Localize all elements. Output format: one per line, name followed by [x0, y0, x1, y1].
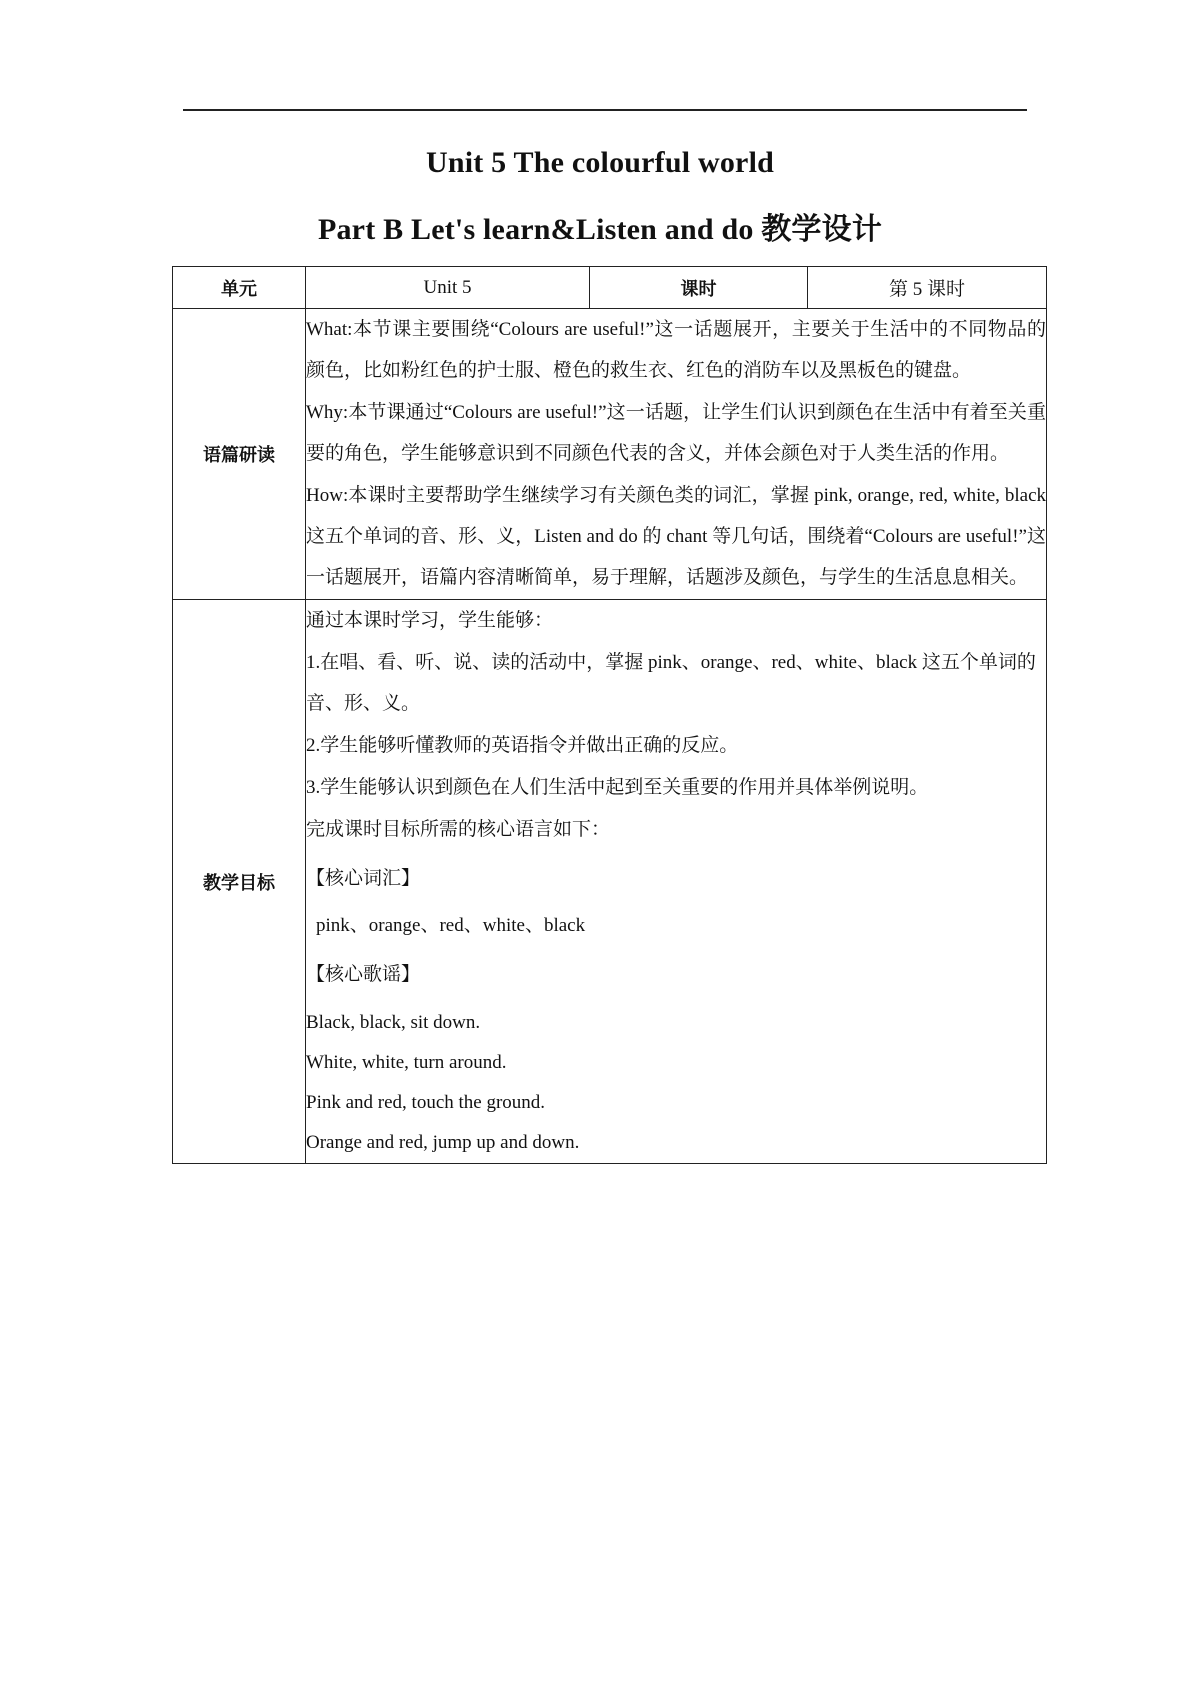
- text-study-label: 语篇研读: [173, 309, 306, 600]
- what-paragraph: What:本节课主要围绕“Colours are useful!”这一话题展开，主要关于生活中的不同物品的颜色，比如粉红色的护士服、橙色的救生衣、红色的消防车以及黑板色的键盘。: [306, 319, 1046, 381]
- how-paragraph: How:本课时主要帮助学生继续学习有关颜色类的词汇，掌握 pink, orange, red, white, black 这五个单词的音、形、义，Listen and do 的 chant 等几句话，围绕着“Colours are useful!”这一话题展开，语篇内容清晰简单，易于理解，话题涉及颜色，与学生的生活息息相关。: [306, 485, 1046, 588]
- document-title: Unit 5 The colourful world: [425, 146, 774, 179]
- core-language-intro: 完成课时目标所需的核心语言如下：: [306, 819, 611, 840]
- chant-line: Orange and red, jump up and down.: [306, 1132, 580, 1153]
- teaching-goals-content: [306, 600, 1047, 1164]
- header-rule: [183, 109, 1027, 111]
- document-subtitle: Part B Let's learn&Listen and do 教学设计: [317, 213, 883, 246]
- lesson-plan-table: [172, 266, 1047, 1164]
- goal-2: 2.学生能够听懂教师的英语指令并做出正确的反应。: [306, 735, 739, 756]
- unit-value: Unit 5: [306, 267, 590, 309]
- unit-label: 单元: [173, 267, 306, 309]
- header-row: [173, 267, 1047, 309]
- chant-line: White, white, turn around.: [306, 1052, 507, 1073]
- text-study-row: [173, 309, 1047, 600]
- vocab-list: pink、orange、red、white、black: [316, 915, 586, 936]
- goal-3: 3.学生能够认识到颜色在人们生活中起到至关重要的作用并具体举例说明。: [306, 777, 929, 798]
- goals-intro: 通过本课时学习，学生能够：: [306, 610, 554, 631]
- vocab-heading: 【核心词汇】: [306, 868, 421, 889]
- chant-heading: 【核心歌谣】: [306, 964, 421, 985]
- chant-line: Pink and red, touch the ground.: [306, 1092, 546, 1113]
- teaching-goals-row: [173, 600, 1047, 1164]
- why-paragraph: Why:本节课通过“Colours are useful!”这一话题，让学生们认识到颜色在生活中有着至关重要的角色，学生能够意识到不同颜色代表的含义，并体会颜色对于人类生活的作用。: [306, 402, 1046, 464]
- period-value: 第 5 课时: [808, 267, 1047, 309]
- period-label: 课时: [590, 267, 808, 309]
- text-study-content: [306, 309, 1047, 600]
- teaching-goals-label: 教学目标: [173, 600, 306, 1164]
- goal-1: 1.在唱、看、听、说、读的活动中，掌握 pink、orange、red、white、black 这五个单词的音、形、义。: [306, 652, 1036, 714]
- chant-line: Black, black, sit down.: [306, 1012, 481, 1033]
